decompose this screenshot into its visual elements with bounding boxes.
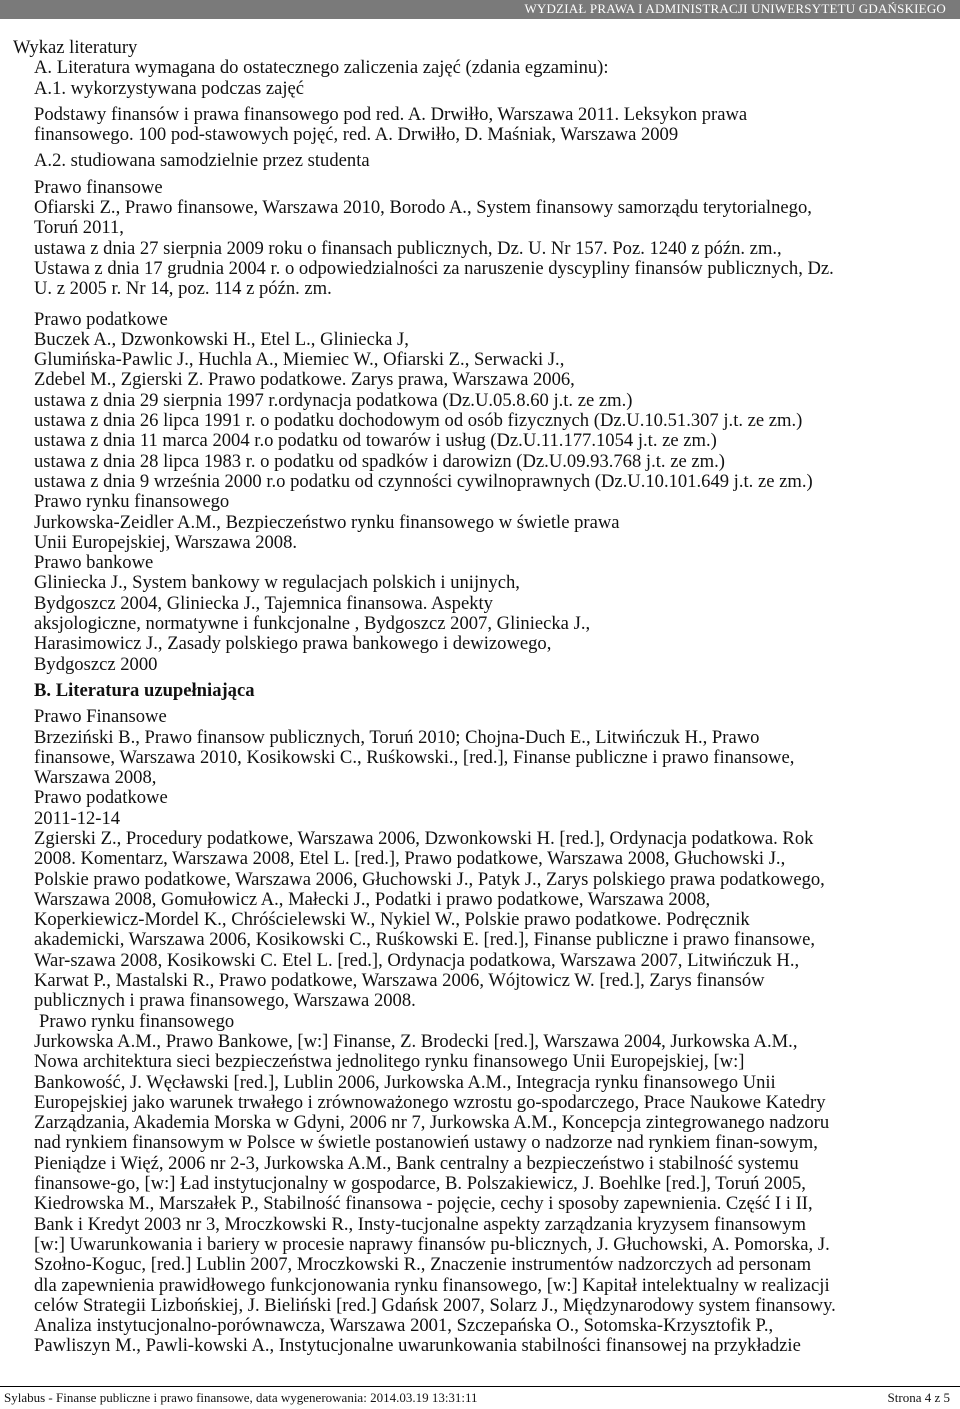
text-line: Jurkowska-Zeidler A.M., Bezpieczeństwo rynku finansowego w świetle prawa	[34, 511, 620, 533]
text-line: Zarządzania, Akademia Morska w Gdyni, 2006 nr 7, Jurkowska A.M., Koncepcja zintegrowanego nadzoru	[34, 1112, 830, 1134]
text-line: ustawa z dnia 9 września 2000 r.o podatku od czynności cywilnoprawnych (Dz.U.10.101.649 j.t. ze zm.)	[34, 470, 813, 492]
a2-finance-block	[13, 178, 938, 300]
text-line: Ustawa z dnia 17 grudnia 2004 r. o odpowiedzialności za naruszenie dyscypliny finansów publicznych, Dz.	[34, 257, 834, 279]
document-body	[13, 38, 938, 1357]
text-line: Prawo podatkowe	[34, 308, 168, 330]
text-line: Prawo rynku finansowego	[34, 491, 230, 513]
text-line: Koperkiewicz-Mordel K., Chróścielewski W., Nykiel W., Polskie prawo podatkowe. Podręcznik	[34, 909, 750, 931]
text-line: Prawo Finansowe	[34, 706, 167, 728]
section-a-heading: A. Literatura wymagana do ostatecznego zaliczenia zajęć (zdania egzaminu):	[34, 57, 609, 79]
text-line: Prawo podatkowe	[34, 787, 168, 809]
text-line: Zdebel M., Zgierski Z. Prawo podatkowe. Zarys prawa, Warszawa 2006,	[34, 369, 575, 391]
text-line: Pieniądze i Więź, 2006 nr 2-3, Jurkowska A.M., Bank centralny a bezpieczeństwo i stabilność systemu	[34, 1152, 799, 1174]
text-line: Pawliszyn M., Pawli-kowski A., Instytucjonalne uwarunkowania stabilności finansowej na przykładzie	[34, 1335, 801, 1357]
text-line: Europejskiej jako warunek trwałego i zrównoważonego wzrostu go-spodarczego, Prace Naukowe Katedry	[34, 1091, 826, 1113]
text-line: Bankowość, J. Węcławski [red.], Lublin 2006, Jurkowska A.M., Integracja rynku finansowego Unii	[34, 1071, 776, 1093]
text-line: Gliniecka J., System bankowy w regulacjach polskich i unijnych,	[34, 572, 520, 594]
text-line: aksjologiczne, normatywne i funkcjonalne , Bydgoszcz 2007, Gliniecka J.,	[34, 613, 591, 635]
text-line: Podstawy finansów i prawa finansowego pod red. A. Drwiłło, Warszawa 2011. Leksykon prawa	[34, 103, 748, 125]
text-line: ustawa z dnia 27 sierpnia 2009 roku o finansach publicznych, Dz. U. Nr 157. Poz. 1240 z późn. zm.,	[34, 237, 782, 259]
subsection-a1-heading: A.1. wykorzystywana podczas zajęć	[34, 77, 305, 99]
text-line: celów Strategii Lizbońskiej, J. Bieliński [red.] Gdańsk 2007, Solarz J., Międzynarodowy system finansowy.	[34, 1294, 836, 1316]
a1-text-block	[13, 105, 938, 146]
section-b-heading: B. Literatura uzupełniająca	[34, 679, 255, 701]
text-line: finansowe, Warszawa 2010, Kosikowski C., Ruśkowski., [red.], Finanse publiczne i prawo finansowe,	[34, 746, 795, 768]
text-line: Jurkowska A.M., Prawo Bankowe, [w:] Finanse, Z. Brodecki [red.], Warszawa 2004, Jurkowska A.M.,	[34, 1030, 798, 1052]
text-line: [w:] Uwarunkowania i bariery w procesie naprawy finansów pu-blicznych, J. Głuchowski, A. Pomorska, J.	[34, 1233, 830, 1255]
text-line: Nowa architektura sieci bezpieczeństwa jednolitego rynku finansowego Unii Europejskiej, [w:]	[34, 1051, 745, 1073]
text-line: Ofiarski Z., Prawo finansowe, Warszawa 2010, Borodo A., System finansowy samorządu terytorialnego,	[34, 197, 812, 219]
text-line: Zgierski Z., Procedury podatkowe, Warszawa 2006, Dzwonkowski H. [red.], Ordynacja podatkowa. Rok	[34, 827, 814, 849]
text-line: Bydgoszcz 2004, Gliniecka J., Tajemnica finansowa. Aspekty	[34, 592, 493, 614]
institution-name: WYDZIAŁ PRAWA I ADMINISTRACJI UNIWERSYTETU GDAŃSKIEGO	[524, 1, 946, 16]
text-line: dla zapewnienia prawidłowego funkcjonowania rynku finansowego, [w:] Kapitał intelektualny w realizacji	[34, 1274, 830, 1296]
text-line: finansowego. 100 pod-stawowych pojęć, red. A. Drwiłło, D. Maśniak, Warszawa 2009	[34, 124, 679, 146]
text-line: 2008. Komentarz, Warszawa 2008, Etel L. [red.], Prawo podatkowe, Warszawa 2008, Głuchowski J.,	[34, 848, 786, 870]
text-line: Analiza instytucjonalno-porównawcza, Warszawa 2001, Szczepańska O., Sotomska-Krzysztofik P.,	[34, 1315, 774, 1337]
b-subheading-financial-market: Prawo rynku finansowego	[39, 1010, 235, 1032]
text-line: Bank i Kredyt 2003 nr 3, Mroczkowski R., Insty-tucjonalne aspekty zarządzania kryzysem finansowym	[34, 1213, 806, 1235]
text-line: U. z 2005 r. Nr 14, poz. 114 z późn. zm.	[34, 278, 332, 300]
text-line: finansowe-go, [w:] Ład instytucjonalny w gospodarce, B. Polszakiewicz, J. Boehlke [red.], Toruń 2005,	[34, 1173, 806, 1195]
text-line: War-szawa 2008, Kosikowski C. Etel L. [red.], Ordynacja podatkowa, Warszawa 2007, Litwińczuk H.,	[34, 949, 800, 971]
footer-page-number: Strona 4 z 5	[887, 1390, 950, 1405]
text-line: nad rynkiem finansowym w Polsce w świetle postanowień ustawy o nadzorze nad rynkiem finan-sowym,	[34, 1132, 818, 1154]
footer-syllabus-info: Sylabus - Finanse publiczne i prawo finansowe, data wygenerowania: 2014.03.19 13:31:11	[4, 1390, 478, 1405]
text-line: Prawo bankowe	[34, 552, 154, 574]
text-line: ustawa z dnia 29 sierpnia 1997 r.ordynacja podatkowa (Dz.U.05.8.60 j.t. ze zm.)	[34, 389, 633, 411]
text-line: Prawo finansowe	[34, 176, 163, 198]
text-line: Buczek A., Dzwonkowski H., Etel L., Gliniecka J,	[34, 328, 409, 350]
text-line: Unii Europejskiej, Warszawa 2008.	[34, 531, 298, 553]
text-line: ustawa z dnia 28 lipca 1983 r. o podatku od spadków i darowizn (Dz.U.09.93.768 j.t. ze zm.)	[34, 450, 725, 472]
text-line: Brzeziński B., Prawo finansow publicznych, Toruń 2010; Chojna-Duch E., Litwińczuk H., Prawo	[34, 726, 760, 748]
text-line: Warszawa 2008,	[34, 767, 157, 789]
page-header-bar	[0, 0, 960, 19]
text-line: ustawa z dnia 26 lipca 1991 r. o podatku dochodowym od osób fizycznych (Dz.U.10.51.307 j.t. ze zm.)	[34, 410, 803, 432]
text-line: akademicki, Warszawa 2006, Kosikowski C., Ruśkowski E. [red.], Finanse publiczne i prawo finansowe,	[34, 929, 816, 951]
text-line: Warszawa 2008, Gomułowicz A., Małecki J., Podatki i prawo podatkowe, Warszawa 2008,	[34, 888, 711, 910]
text-line: Szołno-Koguc, [red.] Lublin 2007, Mroczkowski R., Znaczenie instrumentów nadzorczych ad personam	[34, 1254, 812, 1276]
text-line: Glumińska-Pawlic J., Huchla A., Miemiec W., Ofiarski Z., Serwacki J.,	[34, 349, 565, 371]
text-line: Bydgoszcz 2000	[34, 653, 158, 675]
document-title: Wykaz literatury	[13, 37, 138, 58]
footer-divider	[0, 1386, 960, 1387]
text-line: ustawa z dnia 11 marca 2004 r.o podatku od towarów i usług (Dz.U.11.177.1054 j.t. ze zm.)	[34, 430, 717, 452]
text-line: publicznych i prawa finansowego, Warszawa 2008.	[34, 990, 416, 1012]
a2-tax-banking-block	[13, 310, 938, 675]
b-text-block-1	[13, 707, 938, 1011]
b-text-block-2	[13, 1032, 938, 1357]
text-line: Polskie prawo podatkowe, Warszawa 2006, Głuchowski J., Patyk J., Zarys polskiego prawa podatkowego,	[34, 868, 825, 890]
subsection-a2-heading: A.2. studiowana samodzielnie przez studenta	[34, 150, 370, 172]
text-line: Kiedrowska M., Marszałek P., Stabilność finansowa - pojęcie, cechy i sposoby zapewnienia. Część I i II,	[34, 1193, 813, 1215]
text-line: Toruń 2011,	[34, 217, 124, 239]
text-line: 2011-12-14	[34, 807, 121, 829]
text-line: Karwat P., Mastalski R., Prawo podatkowe, Warszawa 2006, Wójtowicz W. [red.], Zarys finansów	[34, 970, 765, 992]
text-line: Harasimowicz J., Zasady polskiego prawa bankowego i dewizowego,	[34, 633, 552, 655]
